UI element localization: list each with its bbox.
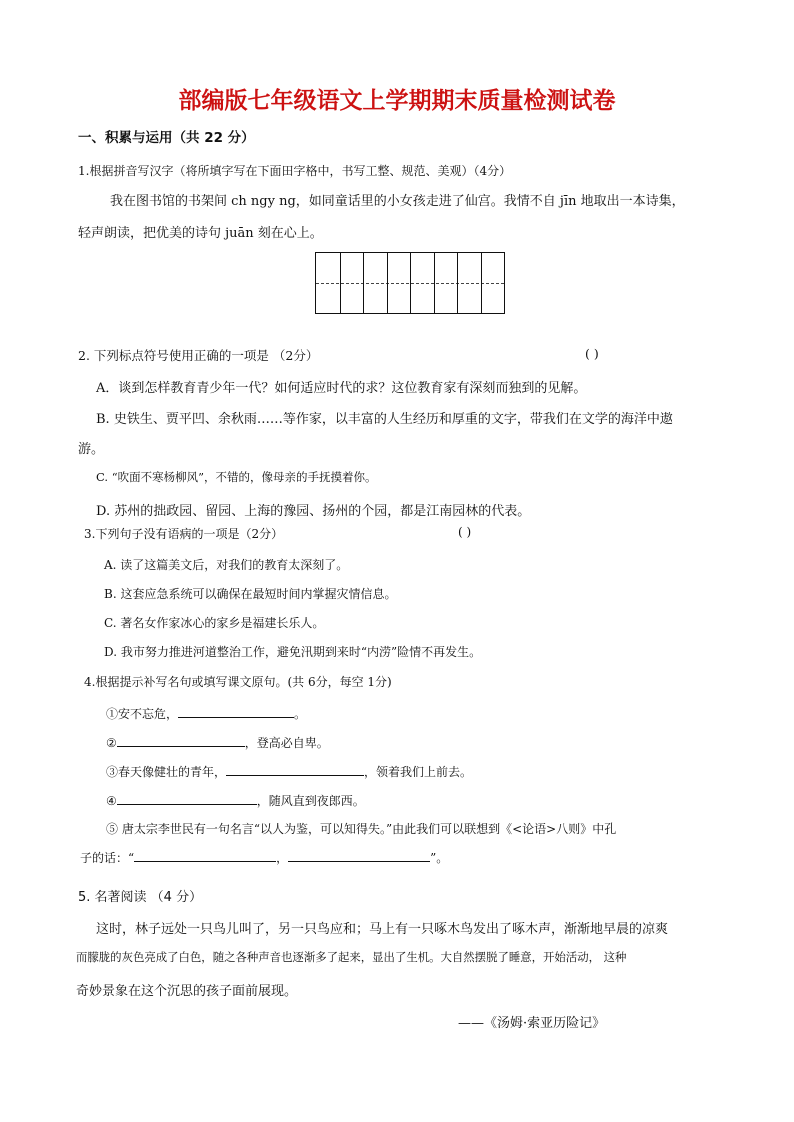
grid-divider bbox=[340, 253, 341, 313]
fill-blank-2[interactable] bbox=[117, 733, 245, 747]
question-3-option-d: D. 我市努力推进河道整治工作，避免汛期到来时“内涝”险情不再发生。 bbox=[104, 645, 482, 659]
grid-divider bbox=[387, 253, 388, 313]
grid-divider bbox=[410, 253, 411, 313]
question-3-option-c: C. 著名女作家冰心的家乡是福建长乐人。 bbox=[104, 616, 325, 630]
fill-item-5-line-1: ⑤ 唐太宗李世民有一句名言“以人为鉴，可以知得失。”由此我们可以联想到《<论语>八则》中孔 bbox=[106, 822, 617, 836]
fill-item-1 bbox=[106, 704, 306, 722]
fill-item-2 bbox=[106, 733, 329, 751]
reading-line-2: 而朦胧的灰色亮成了白色，随之各种声音也逐渐多了起来，显出了生机。大自然摆脱了睡意，开始活动， 这种 bbox=[76, 950, 627, 964]
question-2-option-d: D. 苏州的拙政园、留园、上海的豫园、扬州的个园，都是江南园林的代表。 bbox=[96, 504, 531, 519]
fill-item-4-end: ，随风直到夜郎西。 bbox=[256, 794, 365, 808]
section-heading: 一、积累与运用（共 22 分） bbox=[78, 130, 255, 146]
grid-divider bbox=[363, 253, 364, 313]
question-1-text-line-2: 轻声朗读，把优美的诗句 juān 刻在心上。 bbox=[78, 226, 323, 241]
fill-item-4 bbox=[106, 791, 365, 809]
fill-item-3 bbox=[106, 762, 472, 780]
question-3-prompt: 3.下列句子没有语病的一项是（2分） bbox=[84, 527, 284, 541]
question-2-answer-bracket[interactable]: ( ) bbox=[585, 346, 599, 361]
fill-blank-1[interactable] bbox=[178, 704, 294, 718]
reading-line-1: 这时，林子远处一只鸟儿叫了，另一只鸟应和；马上有一只啄木鸟发出了啄木声，渐渐地早晨的凉爽 bbox=[96, 922, 669, 937]
question-3-option-b: B. 这套应急系统可以确保在最短时间内掌握灾情信息。 bbox=[104, 587, 397, 601]
page-title: 部编版七年级语文上学期期末质量检测试卷 bbox=[178, 88, 616, 114]
fill-blank-5[interactable] bbox=[134, 848, 276, 862]
question-1-prompt: 1.根据拼音写汉字（将所填字写在下面田字格中，书写工整、规范、美观）（4分） bbox=[78, 164, 512, 178]
fill-item-5-separator: ， bbox=[276, 851, 289, 865]
fill-item-3-text: ③春天像健壮的青年， bbox=[106, 765, 227, 779]
question-2-option-b-continued: 游。 bbox=[78, 442, 105, 457]
question-2-option-c: C. “吹面不寒杨柳风”，不错的，像母亲的手抚摸着你。 bbox=[96, 470, 377, 484]
question-2-prompt: 2. 下列标点符号使用正确的一项是 （2分） bbox=[78, 348, 319, 363]
grid-divider bbox=[434, 253, 435, 313]
fill-item-1-end: 。 bbox=[294, 707, 307, 721]
fill-blank-3[interactable] bbox=[226, 762, 364, 776]
fill-item-3-end: ，领着我们上前去。 bbox=[364, 765, 473, 779]
question-2-option-b: B. 史铁生、贾平凹、余秋雨……等作家，以丰富的人生经历和厚重的文字，带我们在文学的海洋中遨 bbox=[96, 412, 673, 427]
fill-blank-4[interactable] bbox=[117, 791, 257, 805]
fill-item-5-end: ”。 bbox=[430, 851, 449, 865]
question-2-option-a: A．谈到怎样教育青少年一代？如何适应时代的求？这位教育家有深刻而独到的见解。 bbox=[96, 381, 587, 396]
fill-item-1-text: ①安不忘危， bbox=[106, 707, 179, 721]
character-grid[interactable] bbox=[315, 252, 505, 314]
fill-item-4-text: ④ bbox=[106, 794, 117, 808]
fill-blank-6[interactable] bbox=[288, 848, 430, 862]
question-5-prompt: 5. 名著阅读 （4 分） bbox=[78, 890, 203, 905]
question-1-text-line-1: 我在图书馆的书架间 ch ngy ng，如同童话里的小女孩走进了仙宫。我情不自 jīn 地取出一本诗集， bbox=[110, 194, 685, 209]
fill-item-2-end: ，登高必自卑。 bbox=[244, 736, 329, 750]
reading-source: ——《汤姆·索亚历险记》 bbox=[458, 1016, 606, 1031]
question-4-prompt: 4.根据提示补写名句或填写课文原句。(共 6分，每空 1分) bbox=[84, 675, 392, 689]
fill-item-5-start: 子的话：“ bbox=[80, 851, 135, 865]
fill-item-2-text: ② bbox=[106, 736, 117, 750]
grid-divider bbox=[457, 253, 458, 313]
grid-divider bbox=[481, 253, 482, 313]
fill-item-5-line-2 bbox=[80, 848, 448, 866]
question-3-option-a: A. 读了这篇美文后，对我们的教育太深刻了。 bbox=[104, 558, 349, 572]
question-3-answer-bracket[interactable]: ( ) bbox=[458, 525, 472, 539]
reading-line-3: 奇妙景象在这个沉思的孩子面前展现。 bbox=[76, 984, 298, 999]
